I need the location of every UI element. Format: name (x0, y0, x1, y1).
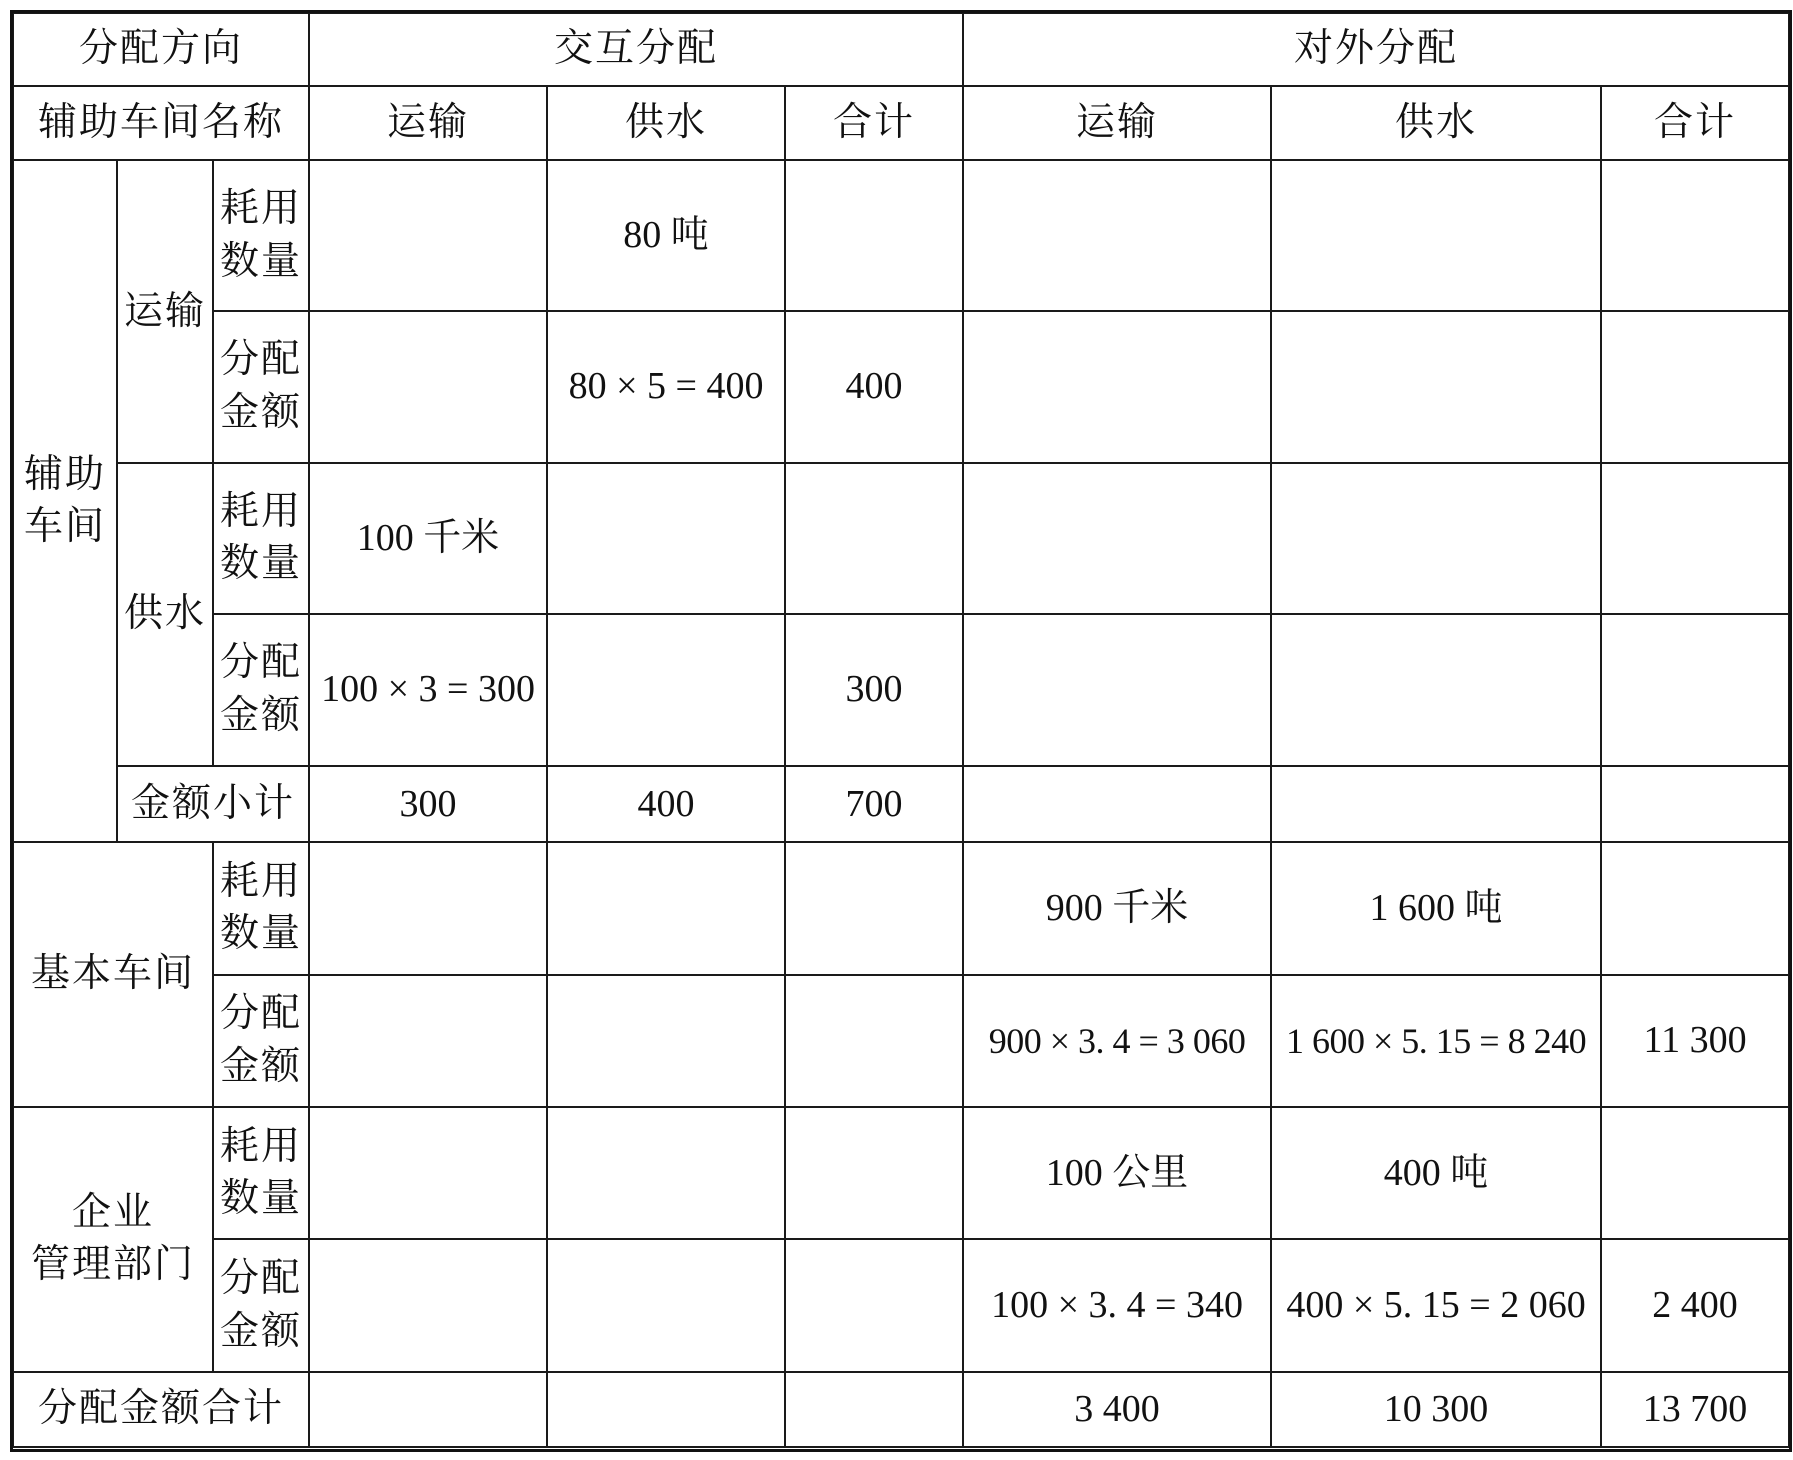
external-total-header: 合计 (1601, 86, 1789, 160)
table-cell: 900 × 3. 4 = 3 060 (963, 975, 1271, 1107)
direction-label: 分配方向 (13, 13, 309, 86)
grand-total-row (13, 1372, 1789, 1447)
aux-transport-label: 运输 (117, 160, 213, 463)
basic-workshop-qty-row (13, 842, 1789, 974)
table-cell (1271, 160, 1601, 310)
aux-workshop-label-line2: 车间 (23, 504, 106, 550)
table-cell (547, 614, 785, 766)
table-cell (1601, 842, 1789, 974)
table-cell (963, 463, 1271, 613)
table-cell: 1 600 吨 (1271, 842, 1601, 974)
table-cell (785, 975, 963, 1107)
table-cell: 80 × 5 = 400 (547, 311, 785, 463)
consumption-qty-label: 耗用 数量 (213, 1107, 309, 1239)
aux-subtotal-row (13, 766, 1789, 842)
consumption-qty-label: 耗用 数量 (213, 160, 309, 310)
table-cell: 400 吨 (1271, 1107, 1601, 1239)
table-cell (309, 975, 547, 1107)
table-cell (1601, 463, 1789, 613)
header-row-columns (13, 86, 1789, 160)
aux-transport-amt-row (13, 311, 1789, 463)
table-cell (547, 463, 785, 613)
management-qty-row (13, 1107, 1789, 1239)
table-cell: 2 400 (1601, 1239, 1789, 1371)
table-cell (309, 311, 547, 463)
table-cell (1601, 160, 1789, 310)
aux-transport-qty-row (13, 160, 1789, 310)
table-cell: 400 × 5. 15 = 2 060 (1271, 1239, 1601, 1371)
table-cell (547, 1372, 785, 1447)
aux-water-label: 供水 (117, 463, 213, 766)
table-cell: 100 × 3. 4 = 340 (963, 1239, 1271, 1371)
table-cell (1271, 614, 1601, 766)
table-cell (785, 1239, 963, 1371)
table-cell (1271, 463, 1601, 613)
table-cell (785, 842, 963, 974)
table-cell: 300 (785, 614, 963, 766)
table-cell: 100 × 3 = 300 (309, 614, 547, 766)
mutual-water-header: 供水 (547, 86, 785, 160)
table-cell (1271, 766, 1601, 842)
basic-workshop-amt-row (13, 975, 1789, 1107)
external-water-header: 供水 (1271, 86, 1601, 160)
amount-subtotal-label: 金额小计 (117, 766, 309, 842)
table-cell (1601, 311, 1789, 463)
basic-workshop-label: 基本车间 (13, 842, 213, 1107)
aux-water-amt-row (13, 614, 1789, 766)
aux-workshop-label (13, 160, 117, 842)
table-cell: 900 千米 (963, 842, 1271, 974)
external-allocation-header: 对外分配 (963, 13, 1789, 86)
table-cell (309, 1372, 547, 1447)
table-cell (963, 311, 1271, 463)
table-cell (963, 614, 1271, 766)
management-amt-row (13, 1239, 1789, 1371)
allocation-amount-label: 分配 金额 (213, 975, 309, 1107)
table-cell: 10 300 (1271, 1372, 1601, 1447)
table-cell (309, 1107, 547, 1239)
table-cell (547, 842, 785, 974)
allocation-table (12, 12, 1790, 1448)
aux-water-qty-row (13, 463, 1789, 613)
table-cell (785, 1107, 963, 1239)
workshop-name-label: 辅助车间名称 (13, 86, 309, 160)
table-cell (547, 1107, 785, 1239)
table-cell (547, 975, 785, 1107)
management-dept-label (13, 1107, 213, 1372)
external-transport-header: 运输 (963, 86, 1271, 160)
table-cell: 80 吨 (547, 160, 785, 310)
management-dept-label-line2: 管理部门 (30, 1242, 195, 1288)
mutual-allocation-header: 交互分配 (309, 13, 963, 86)
consumption-qty-label: 耗用 数量 (213, 842, 309, 974)
aux-workshop-label-line1: 辅助 (23, 451, 106, 497)
table-cell (1601, 766, 1789, 842)
table-cell (785, 1372, 963, 1447)
header-row-direction (13, 13, 1789, 86)
table-cell (1601, 1107, 1789, 1239)
allocation-amount-label: 分配 金额 (213, 1239, 309, 1371)
table-cell (309, 160, 547, 310)
table-cell: 300 (309, 766, 547, 842)
allocation-amount-label: 分配 金额 (213, 614, 309, 766)
allocation-amount-label: 分配 金额 (213, 311, 309, 463)
mutual-transport-header: 运输 (309, 86, 547, 160)
table-cell: 1 600 × 5. 15 = 8 240 (1271, 975, 1601, 1107)
table-cell: 400 (547, 766, 785, 842)
table-cell (309, 842, 547, 974)
table-cell: 11 300 (1601, 975, 1789, 1107)
table-cell (1601, 614, 1789, 766)
table-cell: 13 700 (1601, 1372, 1789, 1447)
table-cell (785, 463, 963, 613)
grand-total-label: 分配金额合计 (13, 1372, 309, 1447)
table-cell: 100 公里 (963, 1107, 1271, 1239)
table-cell (785, 160, 963, 310)
table-cell: 100 千米 (309, 463, 547, 613)
table-cell: 700 (785, 766, 963, 842)
mutual-total-header: 合计 (785, 86, 963, 160)
management-dept-label-line1: 企业 (71, 1189, 154, 1235)
table-cell: 400 (785, 311, 963, 463)
table-cell: 3 400 (963, 1372, 1271, 1447)
table-cell (309, 1239, 547, 1371)
table-cell (963, 766, 1271, 842)
table-cell (547, 1239, 785, 1371)
consumption-qty-label: 耗用 数量 (213, 463, 309, 613)
table-cell (1271, 311, 1601, 463)
table-cell (963, 160, 1271, 310)
